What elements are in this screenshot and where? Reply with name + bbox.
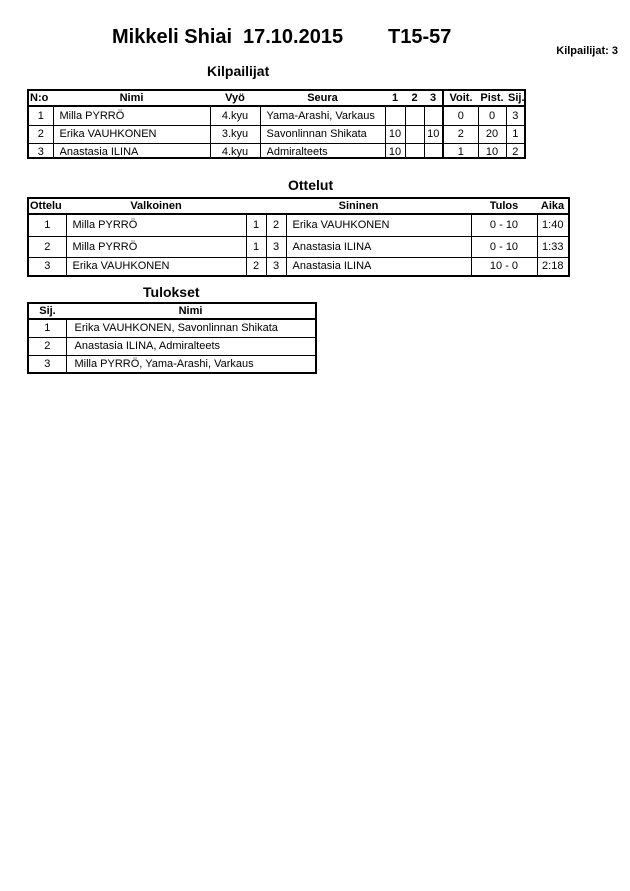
cell: Milla PYRRÖ xyxy=(66,214,246,237)
cell: 1 xyxy=(246,237,266,258)
cell: 2:18 xyxy=(537,258,569,277)
table-row xyxy=(28,106,525,126)
event-date: 17.10.2015 xyxy=(243,26,344,48)
cell: 0 xyxy=(478,106,506,126)
cell: Anastasia ILINA xyxy=(286,237,471,258)
cell: 1:33 xyxy=(537,237,569,258)
cell: 0 - 10 xyxy=(471,237,537,258)
header-cell: Voit. xyxy=(443,90,478,106)
cell: 1 xyxy=(28,214,66,237)
event-name: Mikkeli Shiai xyxy=(112,26,233,48)
header-cell: Vyö xyxy=(210,90,260,106)
cell xyxy=(385,144,405,159)
table-header-row xyxy=(28,198,569,214)
table-row xyxy=(28,144,525,159)
cell: 3 xyxy=(506,106,525,126)
table-header-row xyxy=(28,303,316,319)
cell: 3 xyxy=(28,258,66,277)
cell xyxy=(405,106,424,126)
header-cell: N:o xyxy=(28,90,53,106)
section-title-kilpailijat: Kilpailijat xyxy=(207,63,270,79)
cell: 2 xyxy=(28,237,66,258)
cell-text: 4.kyu xyxy=(221,146,249,157)
cell: 10 - 0 xyxy=(471,258,537,277)
cell xyxy=(443,144,478,159)
table-row xyxy=(28,356,316,374)
cell: 10 xyxy=(424,126,443,144)
cell: 3.kyu xyxy=(210,126,260,144)
header-cell: Nimi xyxy=(66,303,316,319)
header-cell: Aika xyxy=(537,198,569,214)
header-cell: 1 xyxy=(385,90,405,106)
table-row xyxy=(28,126,525,144)
section-title-ottelut: Ottelut xyxy=(288,177,334,193)
ottelut-table xyxy=(27,197,570,277)
competitor-count: Kilpailijat: 3 xyxy=(556,45,618,57)
header-cell: Sininen xyxy=(246,198,471,214)
cell xyxy=(385,106,405,126)
cell xyxy=(424,106,443,126)
cell: Erika VAUHKONEN xyxy=(53,126,210,144)
weight-category: T15-57 xyxy=(388,26,452,48)
cell: Erika VAUHKONEN, Savonlinnan Shikata xyxy=(66,319,316,338)
header-cell: Tulos xyxy=(471,198,537,214)
cell: 3 xyxy=(28,356,66,374)
cell: Erika VAUHKONEN xyxy=(286,214,471,237)
table-row xyxy=(28,237,569,258)
table-row xyxy=(28,338,316,356)
cell: 2 xyxy=(28,338,66,356)
cell-text xyxy=(408,146,422,157)
cell-text xyxy=(427,146,441,157)
header-cell: Pist. xyxy=(478,90,506,106)
header-cell: 3 xyxy=(424,90,443,106)
cell: 3 xyxy=(266,258,286,277)
cell: Milla PYRRÖ, Yama-Arashi, Varkaus xyxy=(66,356,316,374)
kilpailijat-table xyxy=(27,89,526,159)
cell xyxy=(405,144,424,159)
header-cell: Valkoinen xyxy=(66,198,246,214)
header-cell: Nimi xyxy=(53,90,210,106)
table-row xyxy=(28,214,569,237)
cell-text: Admiralteets xyxy=(266,146,328,157)
cell xyxy=(260,144,385,159)
cell: Yama-Arashi, Varkaus xyxy=(260,106,385,126)
cell xyxy=(424,144,443,159)
table-row xyxy=(28,319,316,338)
cell: 4.kyu xyxy=(210,106,260,126)
cell xyxy=(478,144,506,159)
cell: Anastasia ILINA, Admiralteets xyxy=(66,338,316,356)
cell-text: 10 xyxy=(485,146,499,157)
cell: 1:40 xyxy=(537,214,569,237)
cell: 1 xyxy=(506,126,525,144)
cell: 1 xyxy=(246,214,266,237)
cell: Milla PYRRÖ xyxy=(66,237,246,258)
table-header-row xyxy=(28,90,525,106)
tulokset-table xyxy=(27,302,317,374)
cell: 2 xyxy=(246,258,266,277)
cell-text: Anastasia ILINA xyxy=(59,146,139,157)
cell xyxy=(53,144,210,159)
cell: 3 xyxy=(266,237,286,258)
cell-text: 10 xyxy=(388,146,402,157)
cell: 20 xyxy=(478,126,506,144)
cell: 0 xyxy=(443,106,478,126)
cell: 1 xyxy=(28,319,66,338)
cell xyxy=(506,144,525,159)
header-cell: Ottelu xyxy=(28,198,66,214)
cell: 2 xyxy=(28,126,53,144)
cell xyxy=(210,144,260,159)
cell: 1 xyxy=(28,106,53,126)
cell-text: 3 xyxy=(37,146,44,157)
cell: Anastasia ILINA xyxy=(286,258,471,277)
cell-text: 2 xyxy=(512,146,519,157)
table-row xyxy=(28,258,569,277)
page-title xyxy=(112,26,452,49)
header-cell: Seura xyxy=(260,90,385,106)
cell: Milla PYRRÖ xyxy=(53,106,210,126)
cell xyxy=(28,144,53,159)
cell: 2 xyxy=(443,126,478,144)
cell: 2 xyxy=(266,214,286,237)
cell xyxy=(405,126,424,144)
cell: Savonlinnan Shikata xyxy=(260,126,385,144)
header-cell: Sij. xyxy=(506,90,525,106)
header-cell: Sij. xyxy=(28,303,66,319)
cell-text: 1 xyxy=(457,146,464,157)
section-title-tulokset: Tulokset xyxy=(143,284,200,300)
header-cell: 2 xyxy=(405,90,424,106)
cell: 10 xyxy=(385,126,405,144)
cell: Erika VAUHKONEN xyxy=(66,258,246,277)
cell: 0 - 10 xyxy=(471,214,537,237)
